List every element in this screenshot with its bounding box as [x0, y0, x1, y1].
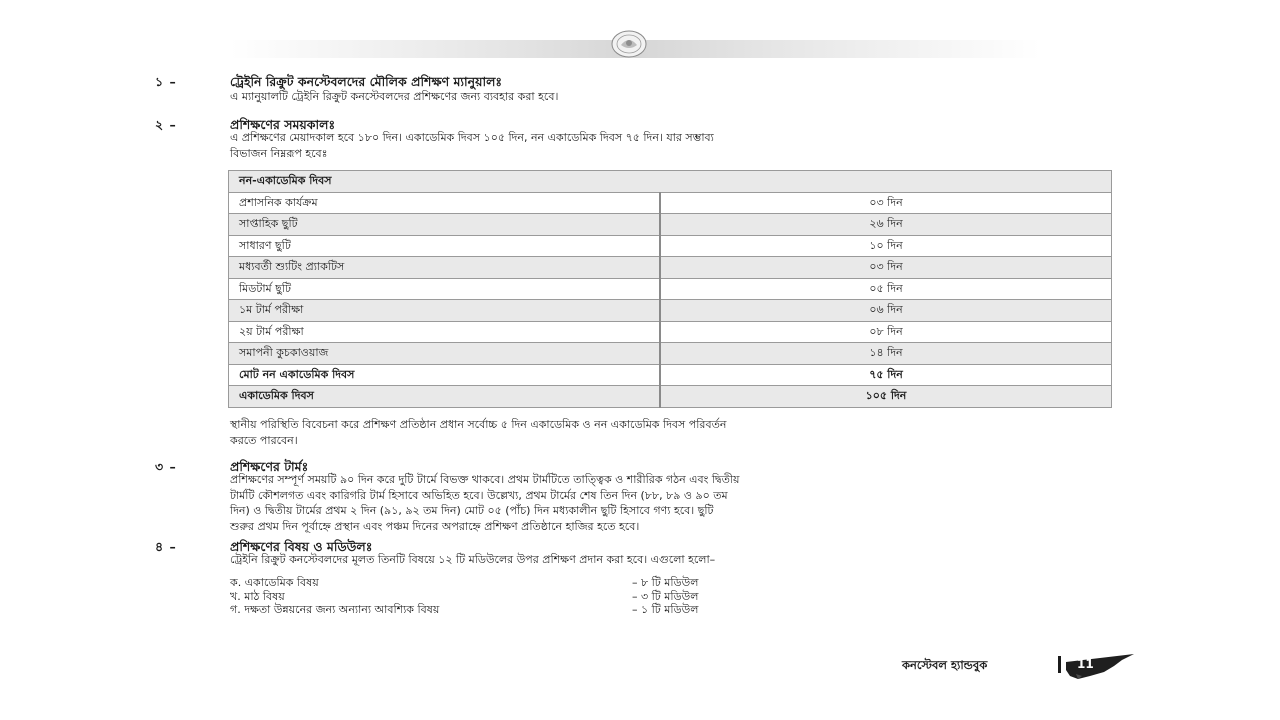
table-header-row: [229, 171, 1112, 193]
row-value: ০৫ দিন: [660, 278, 1112, 300]
row-label: ২য় টার্ম পরীক্ষা: [229, 321, 661, 343]
academic-value: ১০৫ দিন: [660, 386, 1112, 408]
total-value: ৭৫ দিন: [660, 364, 1112, 386]
table-row: [229, 321, 1112, 343]
section-1-text: [230, 89, 1110, 105]
table-academic-row: [229, 386, 1112, 408]
text-line: করতে পারবেন।: [230, 433, 298, 447]
table-header: নন-একাডেমিক দিবস: [229, 171, 1112, 193]
text-line: ট্রেইনি রিক্রুট কনস্টেবলদের মূলত তিনটি বিষয়ে ১২ টি মডিউলের উপর প্রশিক্ষণ প্রদান করা হবে। এগুলো হলো–: [230, 553, 716, 566]
section-2-text: [230, 130, 1110, 161]
text-line: দিন) ও দ্বিতীয় টার্মের প্রথম ২ দিন (৯১, ৯২ তম দিন) মোট ০৫ (পাঁচ) দিন মধ্যকালীন ছুটি হিসাবে গণ্য হবে। ছুটি: [230, 504, 714, 517]
page-number: 11: [1077, 657, 1094, 671]
table-note: [230, 417, 1110, 448]
table-row: [229, 235, 1112, 257]
list-item: [230, 576, 830, 590]
footer-book-title: কনস্টেবল হ্যান্ডবুক: [902, 658, 988, 672]
section-3-text: [230, 472, 1110, 534]
list-item: [230, 590, 830, 604]
row-label: সমাপনী কুচকাওয়াজ: [229, 343, 661, 365]
row-value: ০৬ দিন: [660, 300, 1112, 322]
section-4-text: [230, 552, 1110, 568]
section-4-number: ৪ –: [155, 539, 177, 554]
non-academic-days-table: [228, 170, 1112, 408]
table-row: [229, 278, 1112, 300]
text-line: বিভাজন নিম্নরূপ হবেঃ: [230, 146, 328, 160]
module-list: [230, 576, 830, 617]
section-2-number: ২ –: [155, 117, 177, 132]
total-label: মোট নন একাডেমিক দিবস: [229, 364, 661, 386]
row-value: ১০ দিন: [660, 235, 1112, 257]
row-label: মিডটার্ম ছুটি: [229, 278, 661, 300]
row-label: প্রশাসনিক কার্যক্রম: [229, 192, 661, 214]
table-total-row: [229, 364, 1112, 386]
text-line: শুরুর প্রথম দিন পূর্বাহ্নে প্রস্থান এবং পঞ্চম দিনের অপরাহ্নে প্রশিক্ষণ প্রতিষ্ঠানে হাজির হতে হবে।: [230, 519, 640, 533]
row-label: সাপ্তাহিক ছুটি: [229, 214, 661, 236]
table-row: [229, 214, 1112, 236]
row-value: ০৩ দিন: [660, 257, 1112, 279]
module-count: – ৩ টি মডিউল: [632, 589, 699, 603]
row-label: মধ্যবর্তী শ্যুটিং প্র্যাকটিস: [229, 257, 661, 279]
text-line: এ ম্যানুয়ালটি ট্রেইনি রিক্রুট কনস্টেবলদের প্রশিক্ষণের জন্য ব্যবহার করা হবে।: [230, 90, 559, 103]
row-label: সাধারণ ছুটি: [229, 235, 661, 257]
footer-divider: [1058, 656, 1061, 673]
section-3-title: প্রশিক্ষণের টার্মঃ: [230, 459, 309, 474]
text-line: প্রশিক্ষণের সম্পূর্ণ সময়টি ৯০ দিন করে দুটি টার্মে বিভক্ত থাকবে। প্রথম টার্মটিতে তাত্ত্বিক ও শারীরিক গঠন এবং দ্বিতীয়: [230, 473, 740, 486]
text-line: এ প্রশিক্ষণের মেয়াদকাল হবে ১৮০ দিন। একাডেমিক দিবস ১০৫ দিন, নন একাডেমিক দিবস ৭৫ দিন। যার সম্ভাব্য: [230, 131, 714, 144]
police-emblem-icon: [611, 29, 647, 59]
table-row: [229, 343, 1112, 365]
table-row: [229, 257, 1112, 279]
academic-label: একাডেমিক দিবস: [229, 386, 661, 408]
row-value: ১৪ দিন: [660, 343, 1112, 365]
page-number-badge: [1064, 652, 1136, 680]
table-row: [229, 192, 1112, 214]
row-value: ২৬ দিন: [660, 214, 1112, 236]
section-1-number: ১ –: [155, 74, 177, 89]
module-subject: ক. একাডেমিক বিষয়: [230, 576, 319, 589]
text-line: স্থানীয় পরিস্থিতি বিবেচনা করে প্রশিক্ষণ প্রতিষ্ঠান প্রধান সর্বোচ্চ ৫ দিন একাডেমিক ও নন একাডেমিক দিবস পরিবর্তন: [230, 418, 727, 431]
text-line: টার্মটি কৌশলগত এবং কারিগরি টার্ম হিসাবে অভিহিত হবে। উল্লেখ্য, প্রথম টার্মের শেষ তিন দিন (৮৮, ৮৯ ও ৯০ তম: [230, 488, 728, 502]
row-label: ১ম টার্ম পরীক্ষা: [229, 300, 661, 322]
section-2-title: প্রশিক্ষণের সময়কালঃ: [230, 117, 336, 132]
table-row: [229, 300, 1112, 322]
row-value: ০৩ দিন: [660, 192, 1112, 214]
section-3-number: ৩ –: [155, 459, 177, 474]
section-4-title: প্রশিক্ষণের বিষয় ও মডিউলঃ: [230, 539, 373, 554]
row-value: ০৮ দিন: [660, 321, 1112, 343]
module-count: – ৮ টি মডিউল: [632, 576, 699, 589]
section-1-title: ট্রেইনি রিক্রুট কনস্টেবলদের মৌলিক প্রশিক্ষণ ম্যানুয়ালঃ: [230, 74, 503, 89]
module-subject: গ. দক্ষতা উন্নয়নের জন্য অন্যান্য আবশ্যিক বিষয়: [230, 603, 440, 616]
module-subject: খ. মাঠ বিষয়: [230, 589, 285, 603]
module-count: – ১ টি মডিউল: [632, 603, 699, 616]
list-item: [230, 603, 830, 617]
